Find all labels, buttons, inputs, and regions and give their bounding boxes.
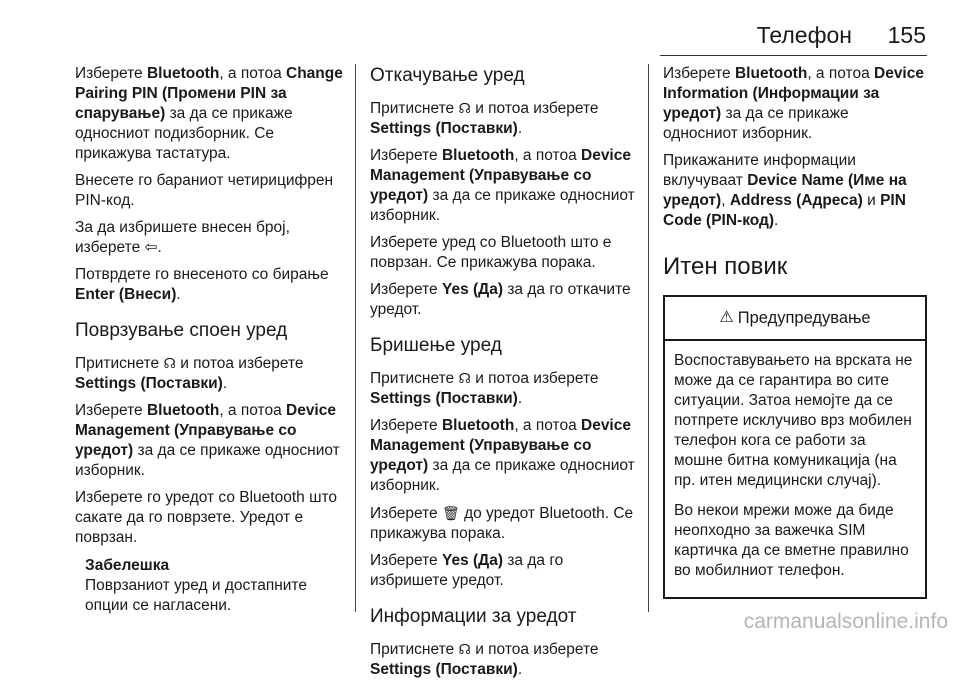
paragraph: Изберете го уредот со Bluetooth што сакате да го поврзете. Уредот е поврзан. xyxy=(75,489,338,546)
warning-title: Предупредување xyxy=(737,309,871,327)
paragraph: Изберете Bluetooth, а потоа Device Management (Управување со уредот) за да се прикаже односниот изборник. xyxy=(370,147,635,224)
paragraph: Прикажаните информации вклучуваат Device Name (Име на уредот), Address (Адреса) и PIN Code (PIN-код). xyxy=(663,152,907,229)
phone-settings-icon: ☊ xyxy=(163,355,176,371)
header-rule xyxy=(660,55,927,56)
watermark: carmanualsonline.info xyxy=(743,610,948,633)
chapter-title: Телефон xyxy=(756,22,852,48)
paragraph: Притиснете ☊ и потоа изберете Settings (Поставки). xyxy=(75,355,304,392)
trash-icon: 🗑 xyxy=(441,505,460,521)
column-divider xyxy=(355,64,356,612)
paragraph: Изберете Yes (Да) за да го откачите уредот. xyxy=(370,281,631,318)
phone-settings-icon: ☊ xyxy=(458,370,471,386)
note-text: Поврзаниот уред и достапните опции се нагласени. xyxy=(85,577,307,614)
section-heading-emergency: Итен повик xyxy=(663,253,788,280)
section-heading-device-info: Информации за уредот xyxy=(370,606,577,627)
warning-triangle-icon: ⚠ xyxy=(719,309,734,326)
warning-paragraph: Во некои мрежи може да биде неопходно за важечка SIM картичка да се вметне правилно во мобилниот телефон. xyxy=(674,502,909,579)
paragraph: Потврдете го внесеното со бирање Enter (Внеси). xyxy=(75,266,329,303)
phone-settings-icon: ☊ xyxy=(458,100,471,116)
phone-settings-icon: ☊ xyxy=(458,641,471,657)
paragraph: Изберете Bluetooth, а потоа Device Management (Управување со уредот) за да се прикаже односниот изборник. xyxy=(370,417,635,494)
paragraph: За да избришете внесен број, изберете ⇦. xyxy=(75,219,290,256)
paragraph: Изберете 🗑 до уредот Bluetooth. Се прикажува порака. xyxy=(370,505,634,542)
note-block xyxy=(75,556,350,616)
paragraph: Внесете го бараниот четирицифрен PIN-код. xyxy=(75,172,334,209)
warning-header xyxy=(665,297,925,341)
column-3 xyxy=(663,64,927,599)
paragraph: Притиснете ☊ и потоа изберете Settings (Поставки). xyxy=(370,100,599,137)
section-heading-delete: Бришење уред xyxy=(370,335,502,356)
paragraph: Изберете Bluetooth, а потоа Device Information (Информации за уредот) за да се прикаже односниот изборник. xyxy=(663,65,924,142)
paragraph: Притиснете ☊ и потоа изберете Settings (Поставки). xyxy=(370,641,599,678)
note-title: Забелешка xyxy=(85,557,170,574)
paragraph: Изберете Bluetooth, а потоа Change Pairing PIN (Промени PIN за спарување) за да се прикаже односниот подизборник. Се прикажува тастатура. xyxy=(75,65,343,162)
paragraph: Изберете Bluetooth, а потоа Device Management (Управување со уредот) за да се прикаже односниот изборник. xyxy=(75,402,340,479)
warning-box xyxy=(663,295,927,599)
column-divider xyxy=(648,64,649,612)
page-number: 155 xyxy=(887,22,926,48)
paragraph: Изберете уред со Bluetooth што е поврзан. Се прикажува порака. xyxy=(370,234,612,271)
section-heading-disconnect: Откачување уред xyxy=(370,65,525,86)
section-heading-connect: Поврзување споен уред xyxy=(75,320,288,341)
column-1 xyxy=(75,64,350,616)
column-2 xyxy=(370,64,635,687)
paragraph: Изберете Yes (Да) за да го избришете уредот. xyxy=(370,552,564,589)
page-header xyxy=(0,0,960,60)
warning-paragraph: Воспоставувањето на врската не може да се гарантира во сите ситуации. Затоа немојте да се потпрете исклучиво врз мобилен телефон кога се работи за мошне битна комуникација (на пр. итен медицински случај). xyxy=(674,352,913,489)
paragraph: Притиснете ☊ и потоа изберете Settings (Поставки). xyxy=(370,370,599,407)
warning-body xyxy=(665,341,925,597)
